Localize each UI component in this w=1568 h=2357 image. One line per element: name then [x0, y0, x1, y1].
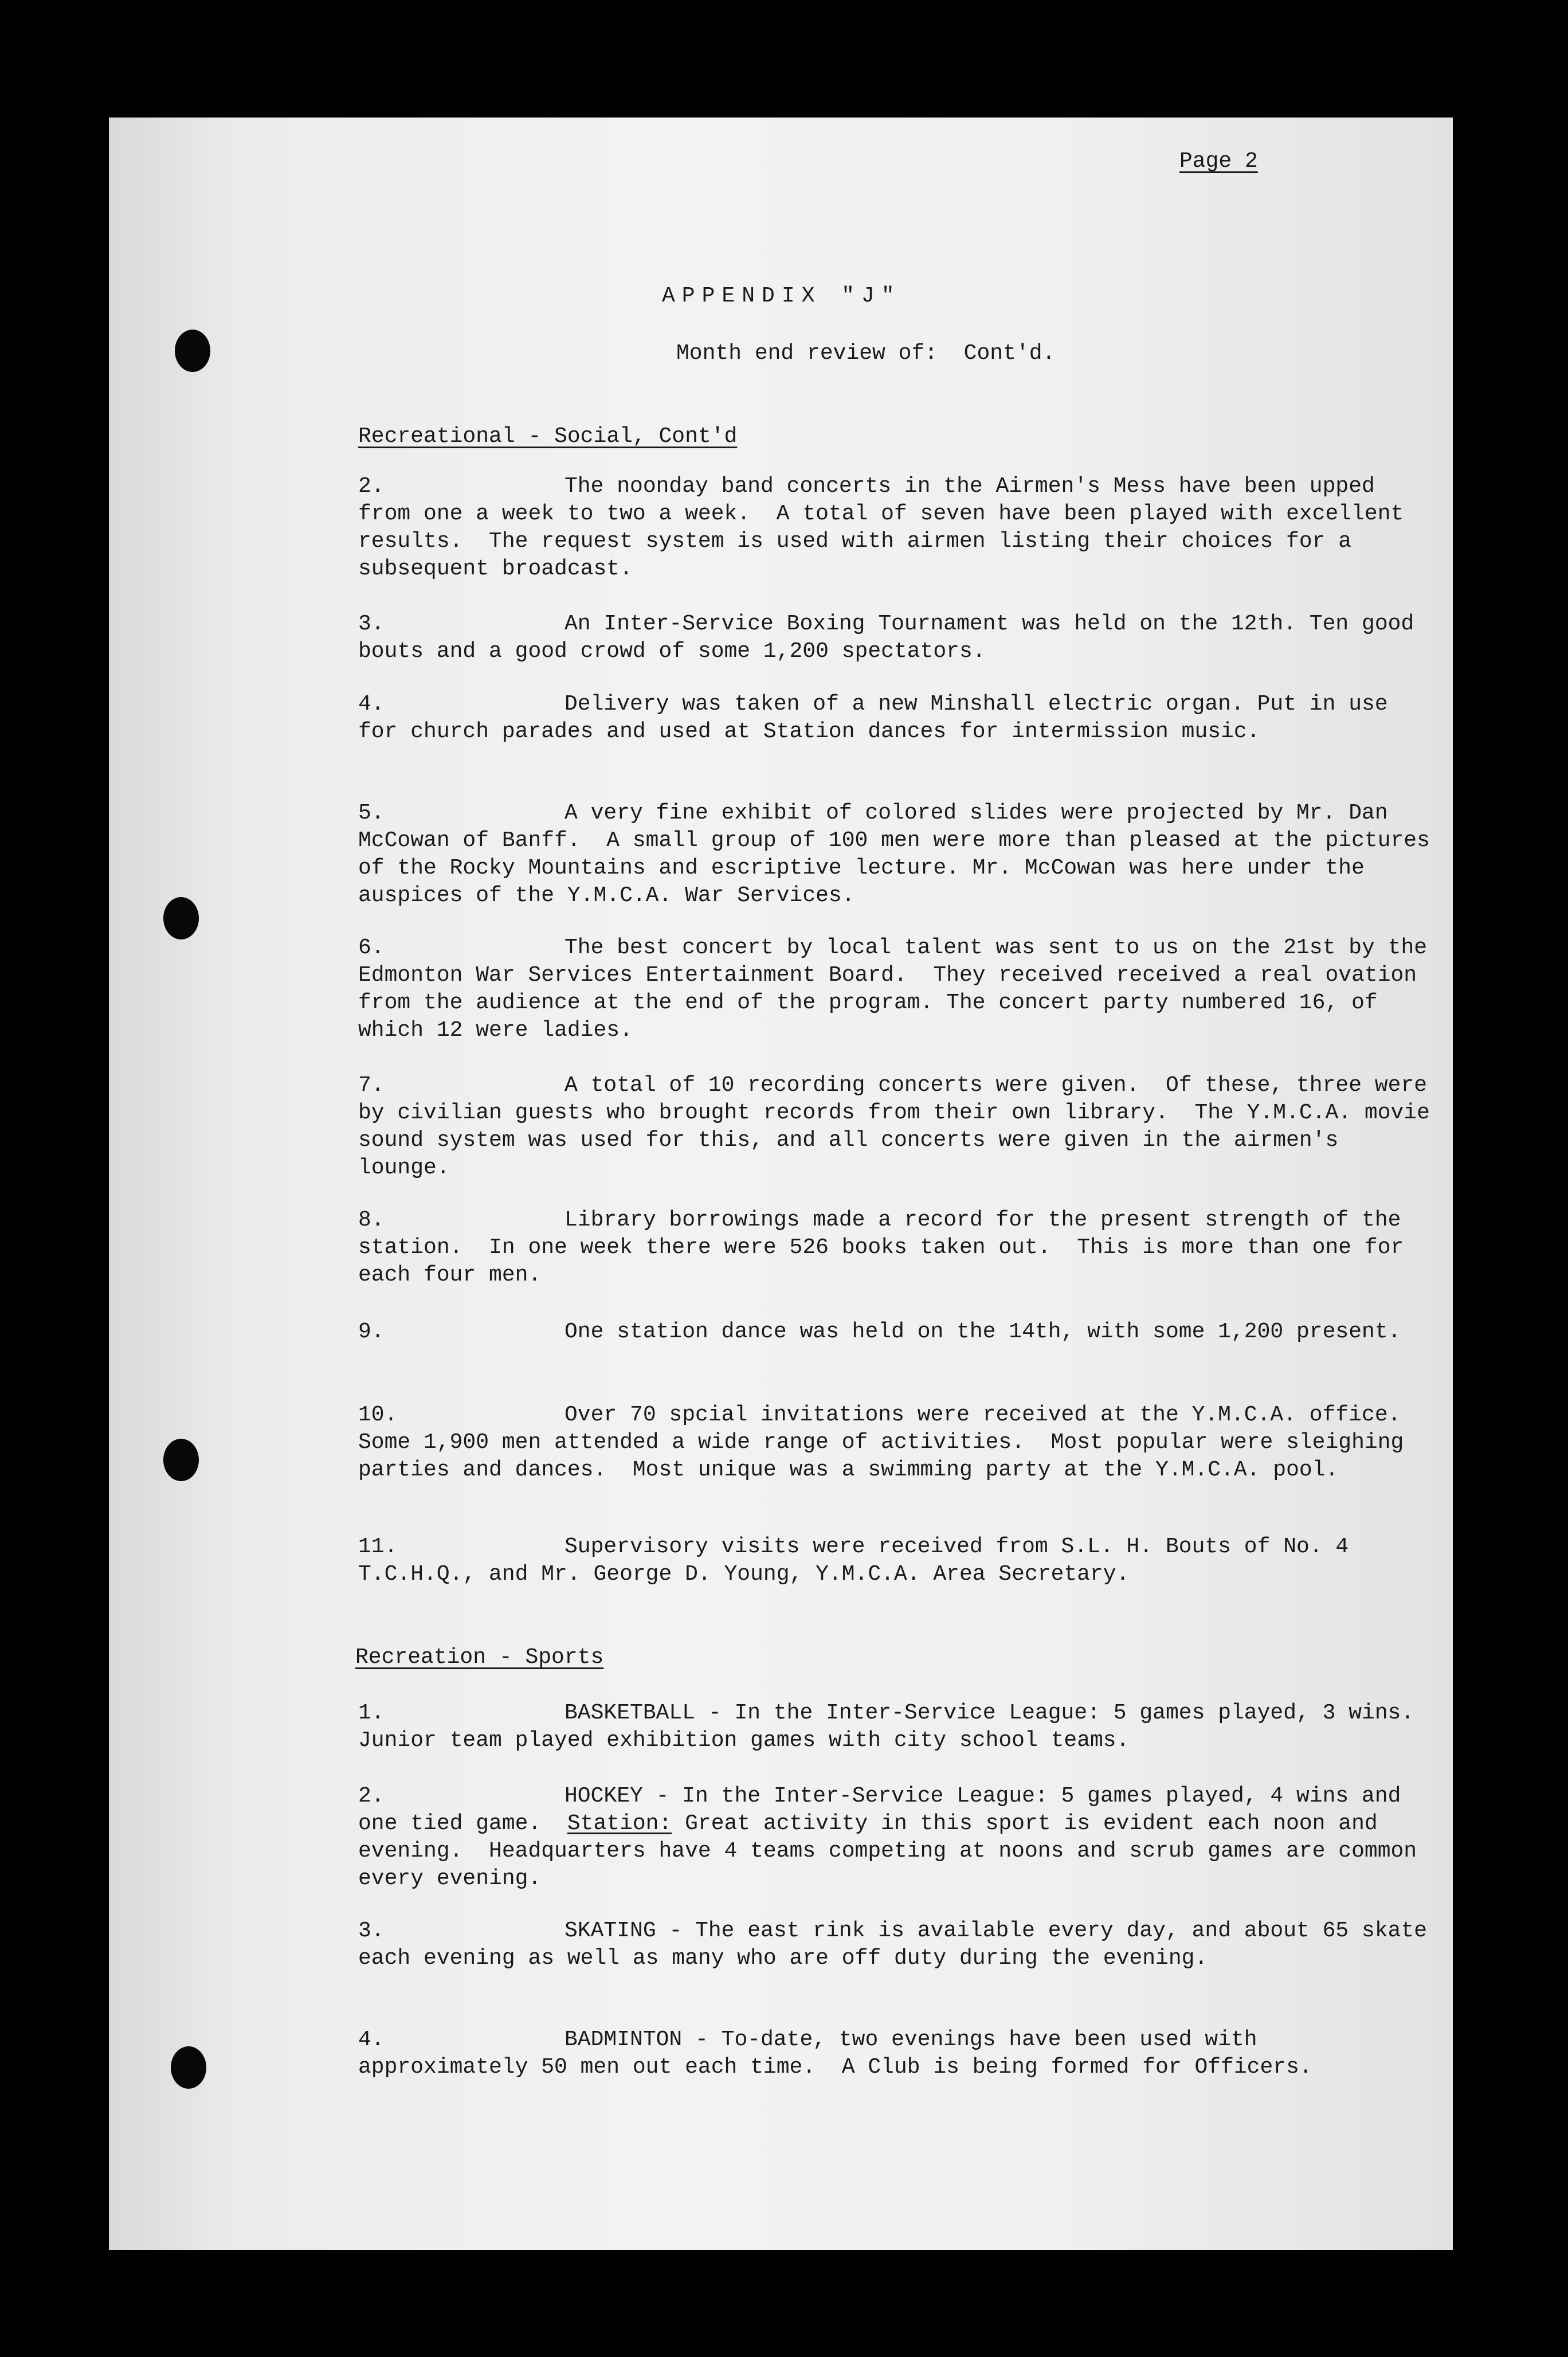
item-text: An Inter-Service Boxing Tournament was held on the 12th. Ten good bouts and a good crowd of some 1,200 spectators. [358, 612, 1428, 664]
item-number: 10. [358, 1403, 398, 1427]
item-text: - In the Inter-Service League: 5 games played, 3 wins. Junior team played exhibition games with city school teams. [358, 1701, 1440, 1753]
item-number: 3. [358, 1919, 385, 1943]
sports-item-basketball [358, 1700, 1440, 1755]
item-text: The noonday band concerts in the Airmen's Mess have been upped from one a week to two a week. A total of seven have been played with excellent results. The request system is used with airmen listing their choices for a subsequent broadcast. [358, 474, 1417, 581]
sport-keyword: BADMINTON [565, 2027, 683, 2052]
item-number: 4. [358, 2027, 385, 2052]
punch-hole-2 [163, 897, 199, 939]
item-number: 5. [358, 801, 385, 825]
item-text: The best concert by local talent was sent to us on the 21st by the Edmonton War Services Entertainment Board. They received received a real ovation from the audience at the end of the program. The concert party numbered 16, of which 12 were ladies. [358, 935, 1440, 1043]
sports-item-hockey [358, 1783, 1436, 1893]
social-item-9 [358, 1318, 1436, 1346]
social-item-6 [358, 934, 1440, 1044]
social-item-7 [358, 1072, 1443, 1182]
item-text: - To-date, two evenings have been used with approximately 50 men out each time. A Club is being formed for Officers. [358, 2027, 1312, 2080]
page-number: Page 2 [1179, 149, 1258, 174]
item-number: 6. [358, 935, 385, 960]
station-label: Station: [567, 1811, 672, 1836]
sport-keyword: HOCKEY [565, 1784, 643, 1808]
social-item-2 [358, 473, 1436, 583]
item-text: Supervisory visits were received from S.L. H. Bouts of No. 4 T.C.H.Q., and Mr. George D. Young, Y.M.C.A. Area Secretary. [358, 1534, 1362, 1587]
sport-keyword: BASKETBALL [565, 1701, 696, 1725]
social-item-8 [358, 1207, 1436, 1289]
sport-keyword: SKATING [565, 1919, 656, 1943]
item-number: 3. [358, 612, 385, 636]
social-item-10 [358, 1401, 1436, 1484]
item-text: Delivery was taken of a new Minshall electric organ. Put in use for church parades and used at Station dances for intermission music. [358, 692, 1401, 744]
item-number: 8. [358, 1208, 385, 1232]
document-page [109, 118, 1453, 2250]
item-number: 7. [358, 1073, 385, 1098]
item-text: - The east rink is available every day, and about 65 skate each evening as well as many who are off duty during the evening. [358, 1919, 1440, 1971]
item-text-continued: Great activity in this sport is evident each noon and evening. Headquarters have 4 teams competing at noons and scrub games are common every evening. [358, 1811, 1430, 1891]
section-heading-social: Recreational - Social, Cont'd [358, 424, 738, 449]
social-item-3 [358, 610, 1436, 665]
sports-item-badminton [358, 2026, 1436, 2081]
item-text: A total of 10 recording concerts were given. Of these, three were by civilian guests who brought records from their own library. The Y.M.C.A. movie sound system was used for this, and all concerts were given in the airmen's lounge. [358, 1073, 1443, 1180]
review-subtitle: Month end review of: Cont'd. [676, 341, 1056, 366]
item-text: A very fine exhibit of colored slides were projected by Mr. Dan McCowan of Banff. A small group of 100 men were more than pleased at the pictures of the Rocky Mountains and escriptive lecture. Mr. McCowan was here under the auspices of the Y.M.C.A. War Services. [358, 801, 1443, 908]
social-item-11 [358, 1533, 1436, 1588]
item-text: One station dance was held on the 14th, with some 1,200 present. [565, 1320, 1401, 1344]
social-item-5 [358, 800, 1443, 910]
punch-hole-1 [175, 330, 210, 372]
punch-hole-4 [171, 2046, 206, 2089]
item-text: - In the Inter-Service League: 5 games played, 4 wins and one tied game. [358, 1784, 1414, 1836]
item-number: 2. [358, 474, 385, 499]
punch-hole-3 [163, 1439, 199, 1481]
item-number: 4. [358, 692, 385, 717]
item-number: 11. [358, 1534, 398, 1559]
sports-item-skating [358, 1917, 1440, 1972]
item-text: Library borrowings made a record for the present strength of the station. In one week there were 526 books taken out. This is more than one for each four men. [358, 1208, 1417, 1287]
appendix-title: APPENDIX "J" [662, 284, 901, 308]
social-item-4 [358, 691, 1436, 746]
item-text: Over 70 spcial invitations were received at the Y.M.C.A. office. Some 1,900 men attended a wide range of activities. Most popular were sleighing parties and dances. Most unique was a swimming party at the Y.M.C.A. pool. [358, 1403, 1428, 1482]
item-number: 9. [358, 1320, 385, 1344]
item-number: 1. [358, 1701, 385, 1725]
section-heading-sports: Recreation - Sports [355, 1645, 604, 1670]
item-number: 2. [358, 1784, 385, 1808]
